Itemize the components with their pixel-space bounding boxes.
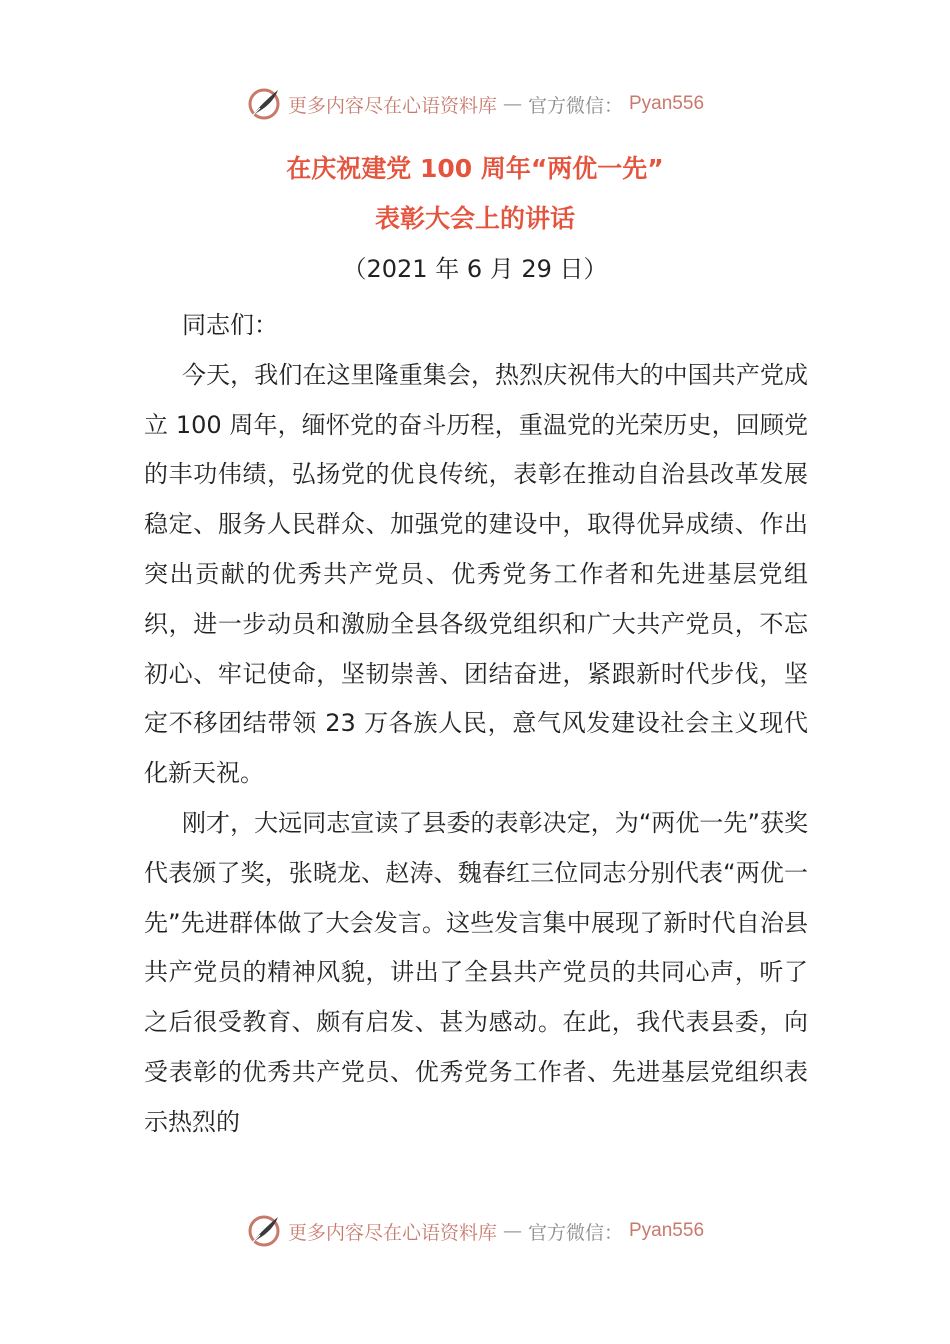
banner-text: 更多内容尽在心语资料库 [287,94,497,117]
quill-logo-icon [246,1213,282,1249]
footer-banner [0,1211,950,1251]
footer-banner-wechat-label: 官方微信： [527,1221,623,1244]
paragraph-2: 刚才，大远同志宣读了县委的表彰决定，为“两优一先”获奖代表颁了奖，张晓龙、赵涛、魏春红三位同志分别代表“两优一先”先进群体做了大会发言。这些发言集中展现了新时代自治县共产党员的精神风貌，讲出了全县共产党员的共同心声，听了之后很受教育、颇有启发、甚为感动。在此，我代表县委，向受表彰的优秀共产党员、优秀党务工作者、先进基层党组织表示热烈的 [144,808,808,1136]
document-title-line1: 在庆祝建党 100 周年“两优一先” [286,154,664,183]
quill-logo-icon [246,86,282,122]
banner-separator: — [502,93,522,115]
banner-wechat-label: 官方微信： [527,94,623,117]
footer-banner-text: 更多内容尽在心语资料库 [287,1221,497,1244]
document-date: （2021 年 6 月 29 日） [342,255,608,283]
document-title-line2: 表彰大会上的讲话 [374,204,575,233]
footer-banner-wechat-id: Pyan556 [629,1220,705,1241]
document-body [144,301,808,1148]
footer-banner-separator: — [502,1220,522,1242]
banner-wechat-id: Pyan556 [629,93,705,114]
header-banner [0,84,950,124]
salutation: 同志们： [182,311,278,339]
paragraph-1: 今天，我们在这里隆重集会，热烈庆祝伟大的中国共产党成立 100 周年，缅怀党的奋斗历程，重温党的光荣历史，回顾党的丰功伟绩，弘扬党的优良传统，表彰在推动自治县改革发展稳定、服务人民群众、加强党的建设中，取得优异成绩、作出突出贡献的优秀共产党员、优秀党务工作者和先进基层党组织，进一步动员和激励全县各级党组织和广大共产党员，不忘初心、牢记使命，坚韧崇善、团结奋进，紧跟新时代步伐，坚定不移团结带领 23 万各族人民，意气风发建设社会主义现代化新天祝。 [144,360,808,788]
